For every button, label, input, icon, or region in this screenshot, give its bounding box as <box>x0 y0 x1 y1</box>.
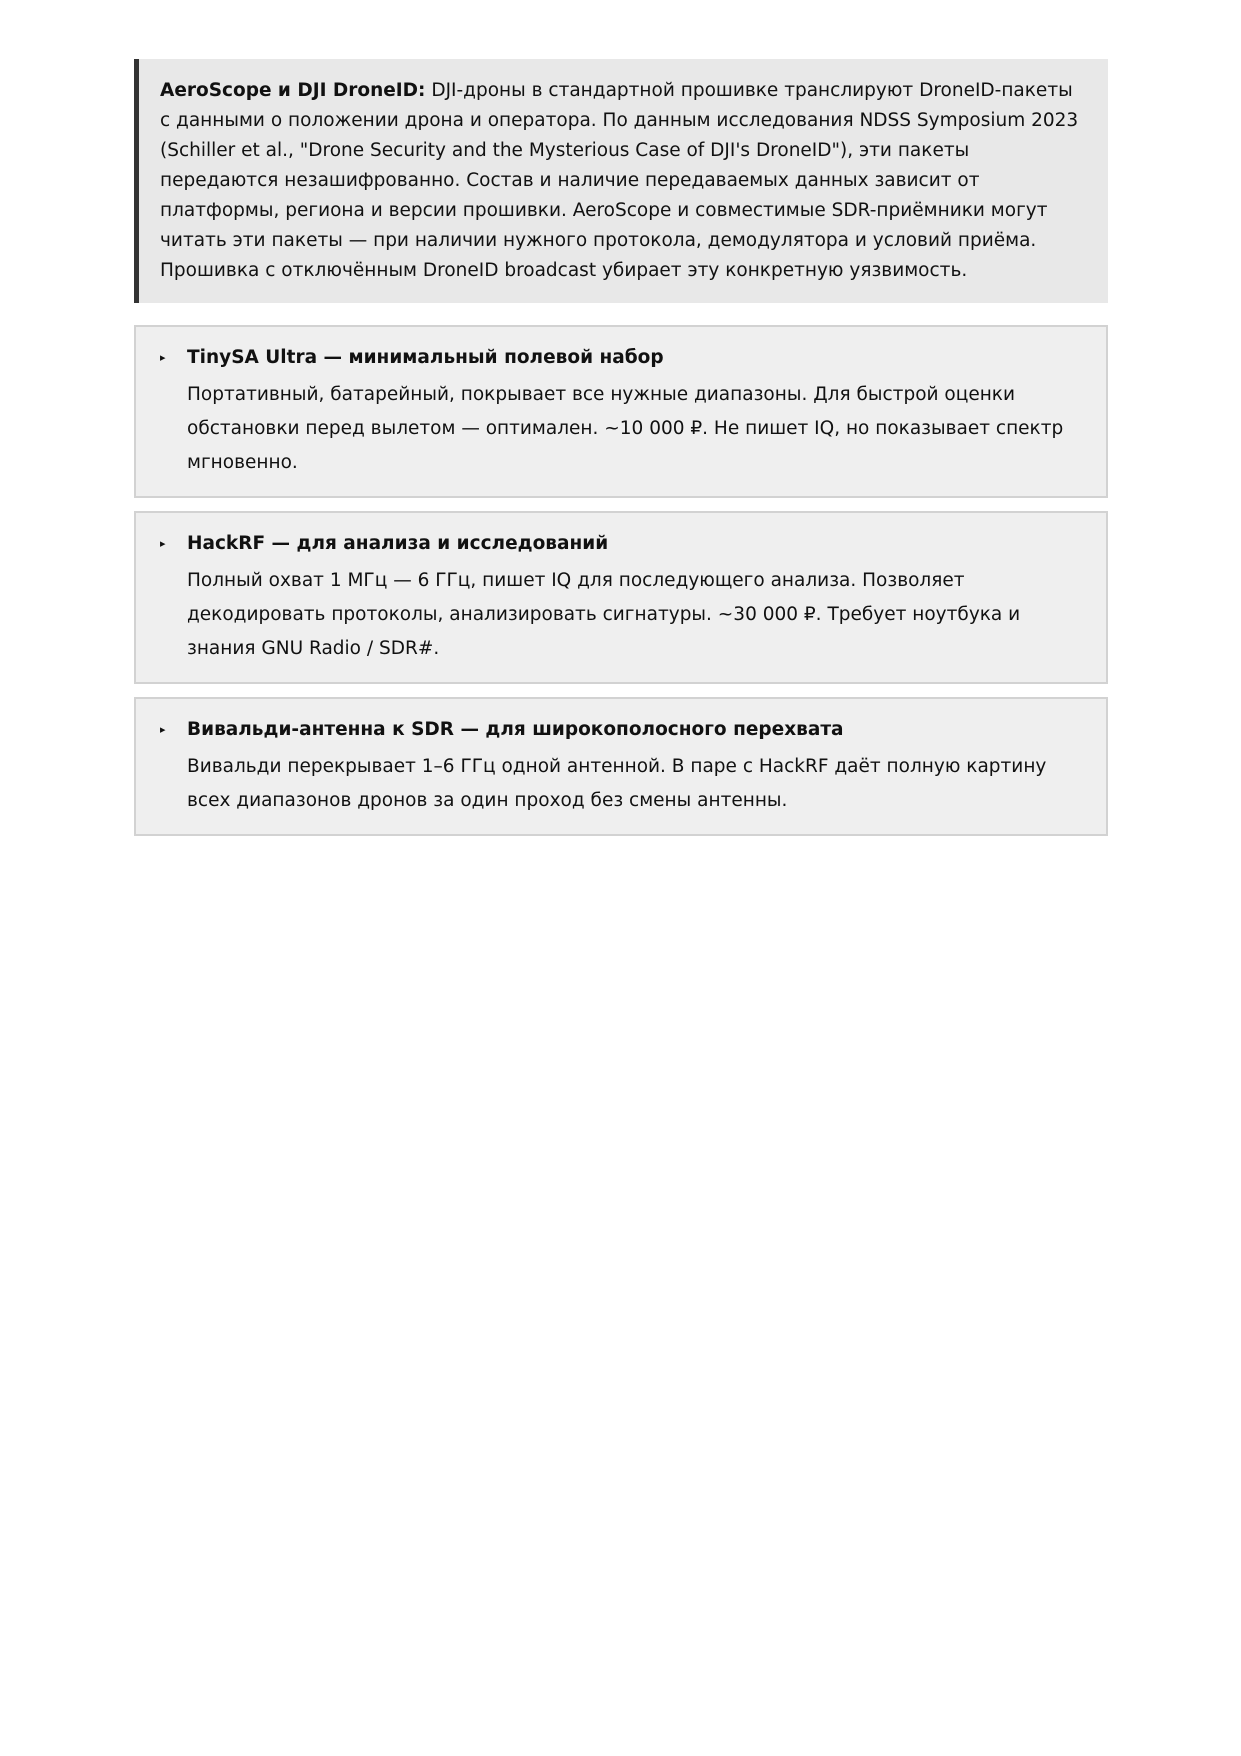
collapsible-card-vivaldi[interactable] <box>134 697 1108 836</box>
triangle-right-icon: ▸ <box>160 351 166 364</box>
card-title: Вивальди-антенна к SDR — для широкополосного перехвата <box>187 719 844 740</box>
triangle-right-icon: ▸ <box>160 537 166 550</box>
document-page <box>134 59 1108 849</box>
callout-text: DJI-дроны в стандартной прошивке транслируют DroneID-пакеты с данными о положении дрона и оператора. По данным исследования NDSS Symposium 2023 (Schiller et al., "Drone Security and the Mysterious Case of DJI's DroneID"), эти пакеты передаются незашифрованно. Состав и наличие передаваемых данных зависит от платформы, региона и версии прошивки. AeroScope и совместимые SDR-приёмники могут читать эти пакеты — при наличии нужного протокола, демодулятора и условий приёма. Прошивка с отключённым DroneID broadcast убирает эту конкретную уязвимость. <box>160 80 1079 281</box>
callout-note <box>134 59 1108 303</box>
card-body: Вивальди перекрывает 1–6 ГГц одной антенной. В паре с HackRF даёт полную картину всех диапазонов дронов за один проход без смены антенны. <box>187 756 1047 811</box>
triangle-right-icon: ▸ <box>160 723 166 736</box>
card-title: HackRF — для анализа и исследований <box>187 533 609 554</box>
collapsible-card-tinysa[interactable] <box>134 325 1108 498</box>
callout-lead: AeroScope и DJI DroneID: <box>160 80 426 101</box>
card-summary[interactable] <box>160 529 1082 559</box>
card-body: Портативный, батарейный, покрывает все нужные диапазоны. Для быстрой оценки обстановки перед вылетом — оптимален. ~10 000 ₽. Не пишет IQ, но показывает спектр мгновенно. <box>187 384 1064 473</box>
card-summary[interactable] <box>160 343 1082 373</box>
collapsible-card-hackrf[interactable] <box>134 511 1108 684</box>
card-summary[interactable] <box>160 715 1082 745</box>
card-body: Полный охват 1 МГц — 6 ГГц, пишет IQ для последующего анализа. Позволяет декодировать протоколы, анализировать сигнатуры. ~30 000 ₽. Требует ноутбука и знания GNU Radio / SDR#. <box>187 570 1021 659</box>
card-title: TinySA Ultra — минимальный полевой набор <box>187 347 664 368</box>
